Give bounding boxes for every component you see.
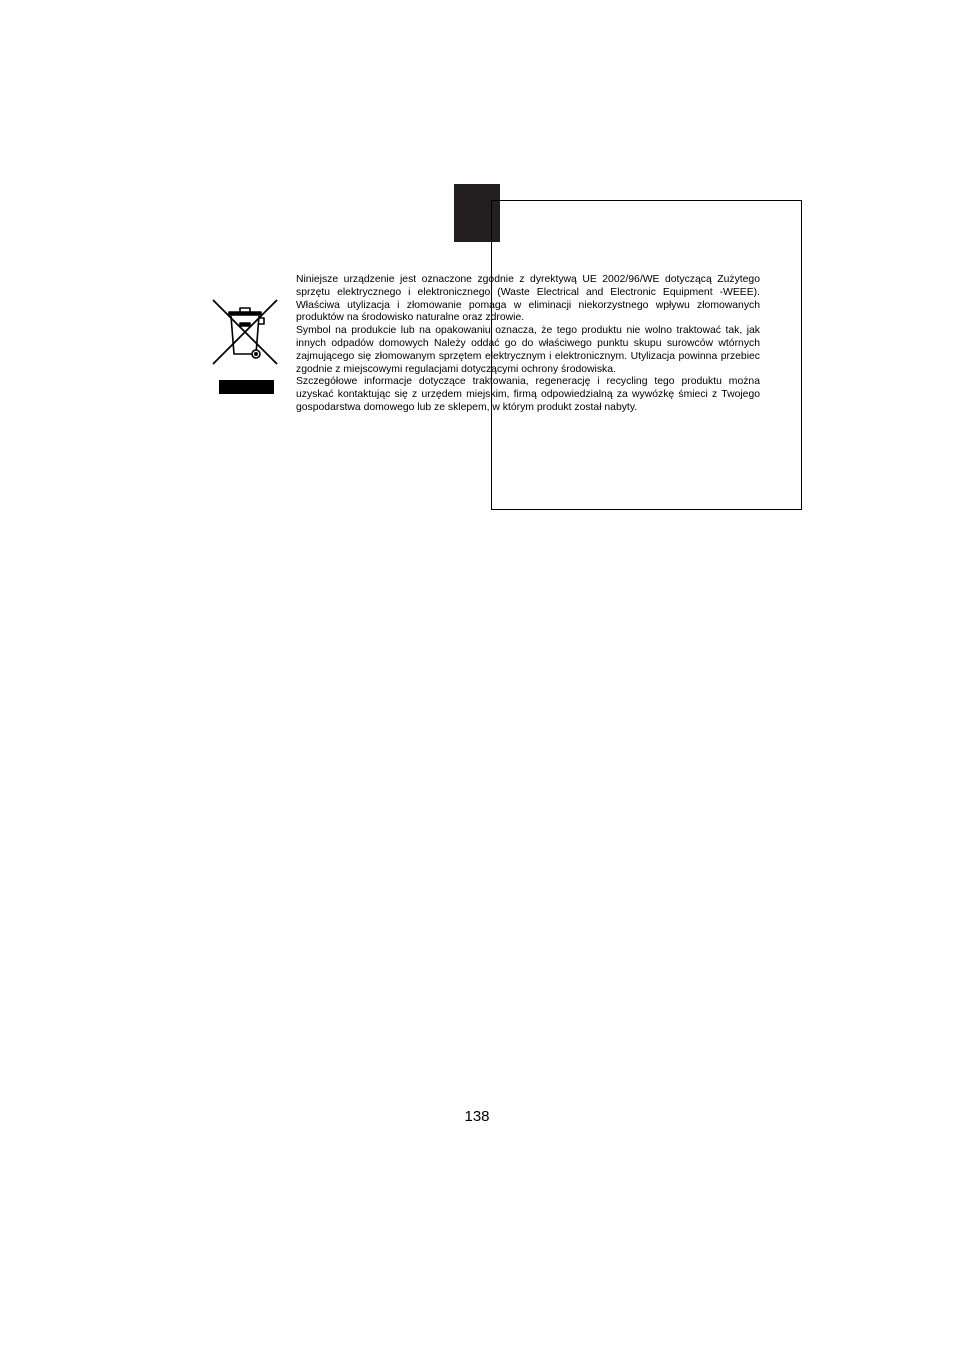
weee-paragraph-information: Szczegółowe informacje dotyczące traktowania, regenerację i recycling tego produktu można uzyskać kontaktując się z urzędem miejskim, firmą odpowiedzialną za wywózkę śmieci z Twojego gospodarstwa domowego lub ze sklepem, w którym produkt został nabyty.	[296, 376, 760, 413]
weee-notice-text	[296, 274, 760, 415]
weee-paragraph-symbol: Symbol na produkcie lub na opakowaniu oznacza, że tego produktu nie wolno traktować tak, jak innych odpadów domowych Należy oddać go do właściwego punktu skupu surowców wtórnych zajmującego się złomowanym sprzętem elektrycznym i elektronicznym. Utylizacja powinna przebiec zgodnie z miejscowymi regulacjami dotyczącymi ochrony środowiska.	[296, 325, 760, 375]
weee-underline-bar	[219, 380, 274, 394]
weee-paragraph-directive: Niniejsze urządzenie jest oznaczone zgodnie z dyrektywą UE 2002/96/WE dotyczącą Zużytego sprzętu elektrycznego i elektronicznego (Waste Electrical and Electronic Equipment -WEEE). Właściwa utylizacja i złomowanie pomaga w eliminacji niekorzystnego wpływu złomowanych produktów na środowisko naturalne oraz zdrowie.	[296, 274, 760, 324]
page-number: 138	[464, 1108, 490, 1125]
crossed-out-wheelie-bin-icon	[209, 296, 281, 368]
